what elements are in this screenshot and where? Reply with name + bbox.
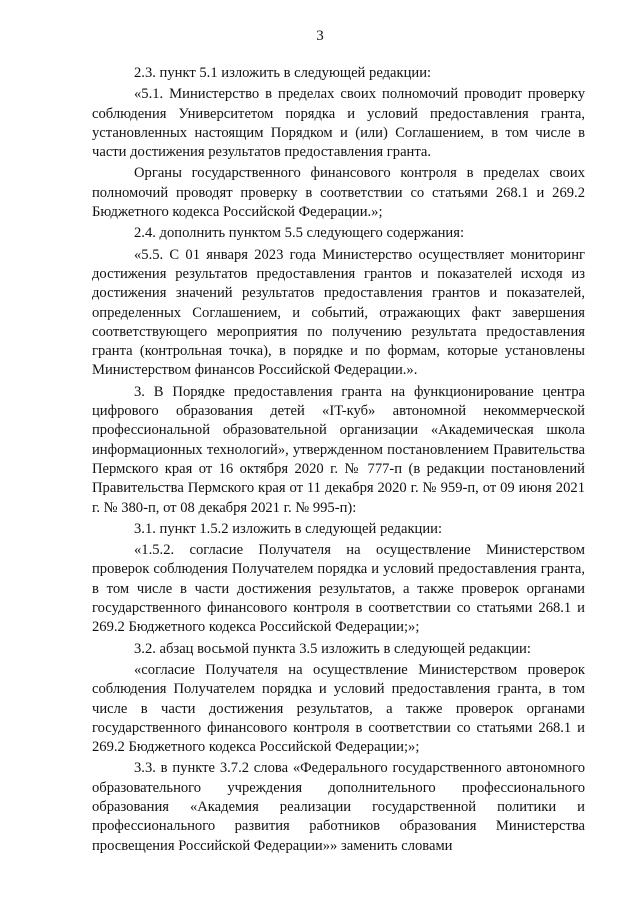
paragraph-2-4: 2.4. дополнить пунктом 5.5 следующего содержания: [134,225,465,242]
paragraph-consent-quote: «согласие Получателя на осуществление Министерством проверок соблюдения Получателем порядка и условий предоставления гранта, в том числе в части достижения результатов, а также проверок органами государственного финансового контроля в соответствии со статьями 268.1 и 269.2 Бюджетного кодекса Российской Федерации;»; [92,661,585,756]
document-body [92,64,585,856]
paragraph-1-5-2-quote: «1.5.2. согласие Получателя на осуществление Министерством проверок соблюдения Получателем порядка и условий предоставления гранта, в том числе в части достижения результатов, а также проверок органами государственного финансового контроля в соответствии со статьями 268.1 и 269.2 Бюджетного кодекса Российской Федерации;»; [92,542,585,636]
paragraph-2-3: 2.3. пункт 5.1 изложить в следующей редакции: [134,65,432,81]
page-number: 3 [316,28,324,44]
paragraph-3-3: 3.3. в пункте 3.7.2 слова «Федерального государственного автономного образовательного учреждения дополнительного профессионального образования «Академия реализации государственной политики и профессионального развития работников образования Министерства просвещения Российской Федерации»» заменить словами [92,760,585,854]
paragraph-control-bodies: Органы государственного финансового контроля в пределах своих полномочий проводят проверку в соответствии со статьями 268.1 и 269.2 Бюджетного кодекса Российской Федерации.»; [92,165,585,221]
paragraph-5-5-quote: «5.5. С 01 января 2023 года Министерство осуществляет мониторинг достижения результатов предоставления грантов и показателей исходя из достижения значений результатов предоставления грантов и показателей, определенных Соглашением, и событий, отражающих факт завершения соответствующего мероприятия по получению результата предоставления гранта (контрольная точка), в порядке и по формам, которые установлены Министерством финансов Российской Федерации.». [92,246,585,379]
paragraph-3-2: 3.2. абзац восьмой пункта 3.5 изложить в следующей редакции: [134,640,531,657]
paragraph-3-1: 3.1. пункт 1.5.2 изложить в следующей редакции: [134,520,443,537]
paragraph-3: 3. В Порядке предоставления гранта на функционирование центра цифрового образования детей «IT-куб» автономной некоммерческой профессиональной образовательной организации «Академическая школа информационных технологий», утвержденном постановлением Правительства Пермского края от 16 октября 2020 г. № 777-п (в редакции постановлений Правительства Пермского края от 11 декабря 2020 г. № 959-п, от 09 июня 2021 г. № 380-п, от 08 декабря 2021 г. № 995-п): [92,383,585,516]
paragraph-5-1-quote: «5.1. Министерство в пределах своих полномочий проводит проверку соблюдения Университетом порядка и условий предоставления гранта, установленных настоящим Порядком и (или) Соглашением, в том числе в части достижения результатов предоставления гранта. [92,86,585,161]
